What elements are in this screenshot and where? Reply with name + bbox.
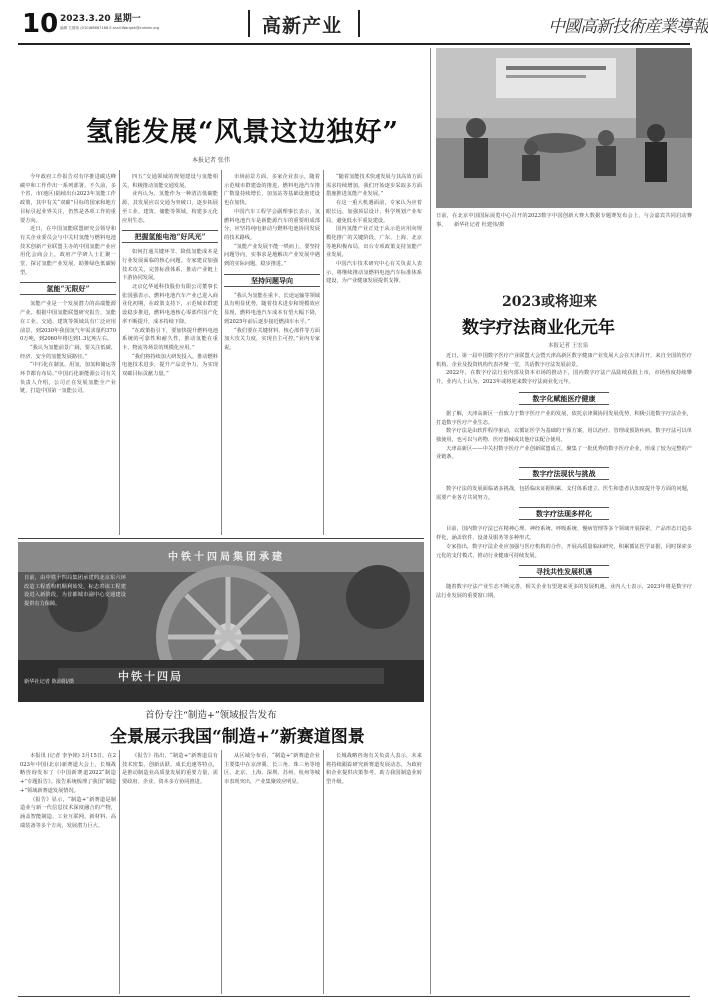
paragraph: 四五”交通领域的规划建设与氢能相关，积极推动氢能交通发展。 <box>122 174 218 189</box>
article3-col1 <box>20 752 116 992</box>
photo1-credit: 新华社记者 杜建伟/摄 <box>454 221 505 228</box>
issue-date: 2023.3.20 星期一 <box>60 14 141 24</box>
article3-col3 <box>224 752 320 992</box>
paragraph: 长城战略咨询有关负责人表示，未来将持续跟踪研究新赛道发展动态，为政府和企业提供决策参考，助力我国制造业转型升级。 <box>326 753 422 786</box>
column-rule <box>221 170 222 535</box>
paragraph: 在这一重大机遇面前，专家认为应着眼长远，加强顶层设计，科学规划产业布局，避免低水平重复建设。 <box>326 200 422 224</box>
paragraph: “随着氢能技术快速发展与其高效方面需求持续增加，我们开始逐步采取多方面措施推进氢能产业发展。” <box>326 174 422 198</box>
photo1-caption-text: 日前，在北京中国国际展览中心召开的2023数字中国创新大赛大数据专题赛发布会上，与会嘉宾共同启动赛事。 <box>436 213 692 228</box>
column-rule <box>221 750 222 994</box>
header-rule <box>18 43 690 45</box>
paragraph: 《报告》指出，“制造+”新赛道具有技术密集、创新活跃、成长迅速等特点，是推动制造业高质量发展的重要力量，需要政府、企业、资本多方协同推进。 <box>122 753 218 786</box>
paragraph: 氢能产业是一个发展潜力的高端能源产业。根据中国氢能联盟研究报告，氢能在工业、交通、建筑等领域具有广泛应用前景，到2030年我国氢气年需求量约3700万吨，到2060年将达到1.3亿吨左右。 <box>20 301 116 343</box>
article1-col4 <box>326 173 422 528</box>
paragraph: 据了解，天津高新区一直致力于数字医疗产业的发展，依托京津冀协同发展优势，积极引进数字疗法企业，打造数字医疗产业生态。 <box>436 410 692 426</box>
article2-byline: 本报记者 王宏泉 <box>548 343 589 349</box>
paragraph: “我认为氢能在重卡、长途运输等领域具有明显优势，随着技术进步和规模效应显现，燃料电池汽车成本有望大幅下降，到2025年前后逐步接近燃油车水平。” <box>224 292 320 325</box>
paragraph: “我认为氢能前景广阔，要关注低碳、经济、安全的氢能发展路径。” <box>20 344 116 360</box>
paragraph: 随着数字疗法产业生态不断完善，相关企业有望迎来更多的发展机遇。业内人士表示，2023年将是数字疗法行业发展的重要窗口期。 <box>436 584 692 599</box>
photo1-caption <box>436 212 692 246</box>
paragraph: “中石化在制氢、用氢、加氢和储运等环节都有布局。”中国石化新能源公司有关负责人介绍，公司正在发展氢能全产业链，打造中国第一氢能公司。 <box>20 362 116 395</box>
page-number: 10 <box>22 9 59 39</box>
article2-headline-top: 2023或将迎来 <box>502 294 597 310</box>
paragraph: 从区域分布看，“制造+”新赛道企业主要集中在京津冀、长三角、珠三角等地区，北京、上海、深圳、苏州、杭州等城市表现突出，产业集聚效应明显。 <box>224 753 320 786</box>
article1-subhead-2: 把握氢能电池“好风光” <box>122 230 218 243</box>
article3-headline: 全景展示我国“制造+”新赛道图景 <box>110 727 365 747</box>
article1-subhead-3: 坚持问题导向 <box>224 274 320 287</box>
column-rule <box>119 750 120 994</box>
paragraph: 2022年，在数字疗法行业内部及资本市场的推动下，国内数字疗法产品陆续获批上市，市场热度持续攀升。业内人士认为，2023年或将迎来数字疗法商业化元年。 <box>436 370 692 386</box>
paragraph: 数字疗法的发展面临诸多挑战，包括临床证据积累、支付体系建立、医生和患者认知度提升等方面的问题，需要产业各方共同努力。 <box>436 486 692 501</box>
article1-headline: 氢能发展“风景这边独好” <box>86 117 400 148</box>
paragraph: 近日，在中国氢能联盟研究会领导和有关企业委员会与中关村氢能与燃料电池技术创新产业联盟主办的中国氢能产业应用化会商会上，政府产学研人士汇聚一堂，探讨氢能产业发展，助推绿色低碳转型。 <box>20 226 116 276</box>
paragraph: 市场前景方面，多家企业表示，随着示范城市群建设的推进，燃料电池汽车推广数量持续增长，加氢站等基础设施建设也在加快。 <box>224 174 320 207</box>
paragraph: 今年政府工作报告对有序推进碳达峰碳中和工作作出一系列部署。不久前，多个省、市(地区)陆续出台2023年氢能工作政策，其中有关“双碳”目标的国家和地方目标引起业界关注，仍然是各项工作的重要方向。 <box>20 174 116 224</box>
tbm-photo <box>18 542 424 702</box>
paragraph: 业内认为，氢能作为一种清洁低碳能源，其发展应以交通为突破口，逐步拓展至工业、建筑、储能等领域，构建多元化应用生态。 <box>122 191 218 224</box>
paragraph: 本报讯 (记者 李争铭) 3月15日，在2023年中国(北京)新赛道大会上，长城战略咨询发布了《中国新赛道2022“制造+”专题报告》。报告系统梳理了我国“制造+”领域新赛道发展情况。 <box>20 753 116 794</box>
article1-byline: 本报记者 张伟 <box>192 157 230 164</box>
footer-rule <box>18 996 690 997</box>
section-divider <box>358 10 360 37</box>
section-title: 高新产业 <box>262 15 343 37</box>
tbm-label: 中铁十四局 <box>118 670 183 683</box>
tbm-credit: 新华社记者 陈沛阳/摄 <box>24 679 75 685</box>
article2-subhead-3: 数字疗法现多样化 <box>519 507 609 520</box>
article3-col4 <box>326 752 422 992</box>
article1-col3 <box>224 173 320 528</box>
article1-col1 <box>20 173 116 528</box>
column-rule <box>323 750 324 994</box>
masthead-logo: 中國高新技術産業導報 <box>548 17 708 37</box>
paragraph: “我们将持续加大研发投入，推动燃料电池技术进步，提升产品竞争力，为实现双碳目标贡献力量。” <box>122 353 218 378</box>
article2-subhead-2: 数字疗法现状与挑战 <box>519 467 609 480</box>
editor-contact: 编辑 左德伟 (010)68667188 E-mail:Wangsh@cnhbtn.org <box>60 26 160 30</box>
article1-subhead-1: 氢能“无限好” <box>20 282 116 295</box>
paragraph: “氢能产业发展不能一哄而上，要坚持问题导向，实事求是地解决产业发展中遇到的实际问题，稳步推进。” <box>224 243 320 268</box>
tbm-caption-text: 日前，由中铁十四局集团承建的北京东六环改造工程盾构机顺利始发，标志着该工程建设进入新阶段，为首都城市副中心交通建设提供有力保障。 <box>24 575 126 607</box>
article3-kicker: 首份专注“制造+”领域报告发布 <box>145 710 277 721</box>
paragraph: “在政策指引下，要加快提升燃料电池系统的可靠性和耐久性，推动氢能在重卡、物流等场景的规模化应用。” <box>122 327 218 351</box>
paragraph: 数字疗法是由软件程序驱动，以循证医学为基础的干预方案，用以治疗、管理或预防疾病。数字疗法可以单独使用，也可以与药物、医疗器械或其他疗法配合使用。 <box>436 428 692 443</box>
article2-headline-bottom: 数字疗法商业化元年 <box>462 318 615 338</box>
paragraph: 北京亿华通科技股份有限公司董事长张国强表示，燃料电池汽车产业已进入商业化初期，在政策支持下，示范城市群建设稳步推进，燃料电池核心零部件国产化率不断提升，成本持续下降。 <box>122 284 218 325</box>
column-rule <box>119 170 120 535</box>
article2-subhead-4: 寻找共性发展机遇 <box>519 565 609 578</box>
article3-col2 <box>122 752 218 992</box>
conference-photo <box>436 48 692 208</box>
section-rule <box>18 538 424 539</box>
paragraph: 国内氢能产业正处于从示范应用向规模化推广的关键阶段，广东、上海、北京等地积极布局，出台专项政策支持氢能产业发展。 <box>326 226 422 259</box>
paragraph: “我们要在关键材料、核心部件等方面加大攻关力度，实现自主可控。”业内专家说。 <box>224 327 320 351</box>
paragraph: 中国汽车技术研究中心有关负责人表示，将继续推动氢燃料电池汽车标准体系建设，为产业健康发展提供支撑。 <box>326 261 422 285</box>
column-rule <box>323 170 324 535</box>
paragraph: 天津高新区——中关村数字医疗产业创新联盟成立，聚集了一批优秀的数字医疗企业，形成了较为完整的产业链条。 <box>436 445 692 461</box>
section-header <box>248 10 250 37</box>
paragraph: 中国汽车工程学会副理事长表示，氢燃料电池汽车是新能源汽车的重要组成部分，应坚持纯电驱动与燃料电池协同发展的技术路线。 <box>224 208 320 241</box>
tbm-caption <box>24 574 126 654</box>
column-rule <box>430 48 431 994</box>
paragraph: 专家指出，数字疗法企业应加强与医疗机构的合作，开展高质量临床研究，积累循证医学证据，同时探索多元化的支付模式，推动行业健康可持续发展。 <box>436 543 692 559</box>
article2-body <box>436 352 692 992</box>
tbm-banner: 中铁十四局集团承建 <box>168 552 285 563</box>
paragraph: 《报告》显示，“制造+”新赛道是制造业与新一代信息技术深度融合的产物，涵盖智能制造、工业互联网、新材料、高端装备等多个方向，发展潜力巨大。 <box>20 796 116 829</box>
paragraph: 近日，第一届中国数字医疗产业联盟大会暨天津高新区数字健康产业发展大会在天津召开，来自全国的医疗机构、企业及投资机构代表齐聚一堂，共话数字疗法发展前景。 <box>436 353 692 368</box>
paragraph: 如何打通关键环节、降低氢能成本是行业发展面临的核心问题。专家建议加强技术攻关，完善标准体系，推动产业链上下游协同发展。 <box>122 249 218 282</box>
conference-photo-illustration <box>436 48 692 208</box>
article2-subhead-1: 数字化赋能医疗健康 <box>519 392 609 405</box>
paragraph: 目前，国内数字疗法已在精神心理、神经系统、呼吸系统、慢病管理等多个领域开展探索，产品形态日趋多样化，涵盖软件、设备及服务等多种形式。 <box>436 526 692 542</box>
article1-col2 <box>122 173 218 528</box>
